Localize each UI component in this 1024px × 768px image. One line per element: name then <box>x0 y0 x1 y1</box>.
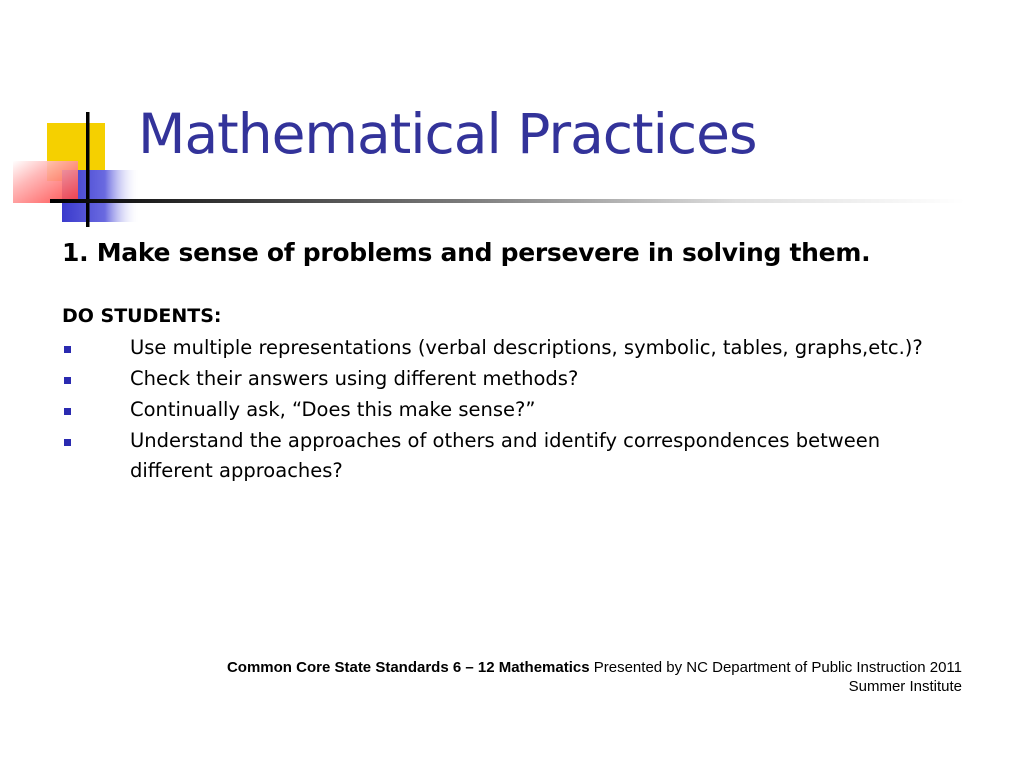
practice-heading: 1. Make sense of problems and persevere in solving them. <box>62 238 871 267</box>
bullet-square-icon <box>64 408 71 415</box>
slide-footer <box>62 658 962 696</box>
bullet-text: Continually ask, “Does this make sense?” <box>130 398 536 421</box>
title-divider <box>50 199 965 203</box>
bullet-list <box>62 333 962 486</box>
footer-bold-title: Common Core State Standards 6 – 12 Mathematics <box>226 659 590 676</box>
footer-line-1 <box>62 658 962 677</box>
bullet-text: Use multiple representations (verbal descriptions, symbolic, tables, graphs,etc.)? <box>130 336 923 359</box>
bullet-text: Check their answers using different methods? <box>130 367 579 390</box>
list-item <box>62 395 962 425</box>
red-square <box>13 161 78 203</box>
slide-title: Mathematical Practices <box>138 102 757 166</box>
list-item <box>62 426 962 486</box>
list-item <box>62 364 962 394</box>
vertical-line <box>86 112 90 227</box>
bullet-square-icon <box>64 346 71 353</box>
bullet-square-icon <box>64 439 71 446</box>
decorative-squares-logo <box>0 0 150 240</box>
bullet-square-icon <box>64 377 71 384</box>
bullet-text: Understand the approaches of others and identify correspondences between different approaches? <box>130 429 881 482</box>
footer-presenter: Presented by NC Department of Public Instruction 2011 <box>589 659 962 676</box>
slide-content <box>62 238 962 487</box>
do-students-label: DO STUDENTS: <box>62 305 222 327</box>
footer-line-2: Summer Institute <box>848 678 962 695</box>
list-item <box>62 333 962 363</box>
